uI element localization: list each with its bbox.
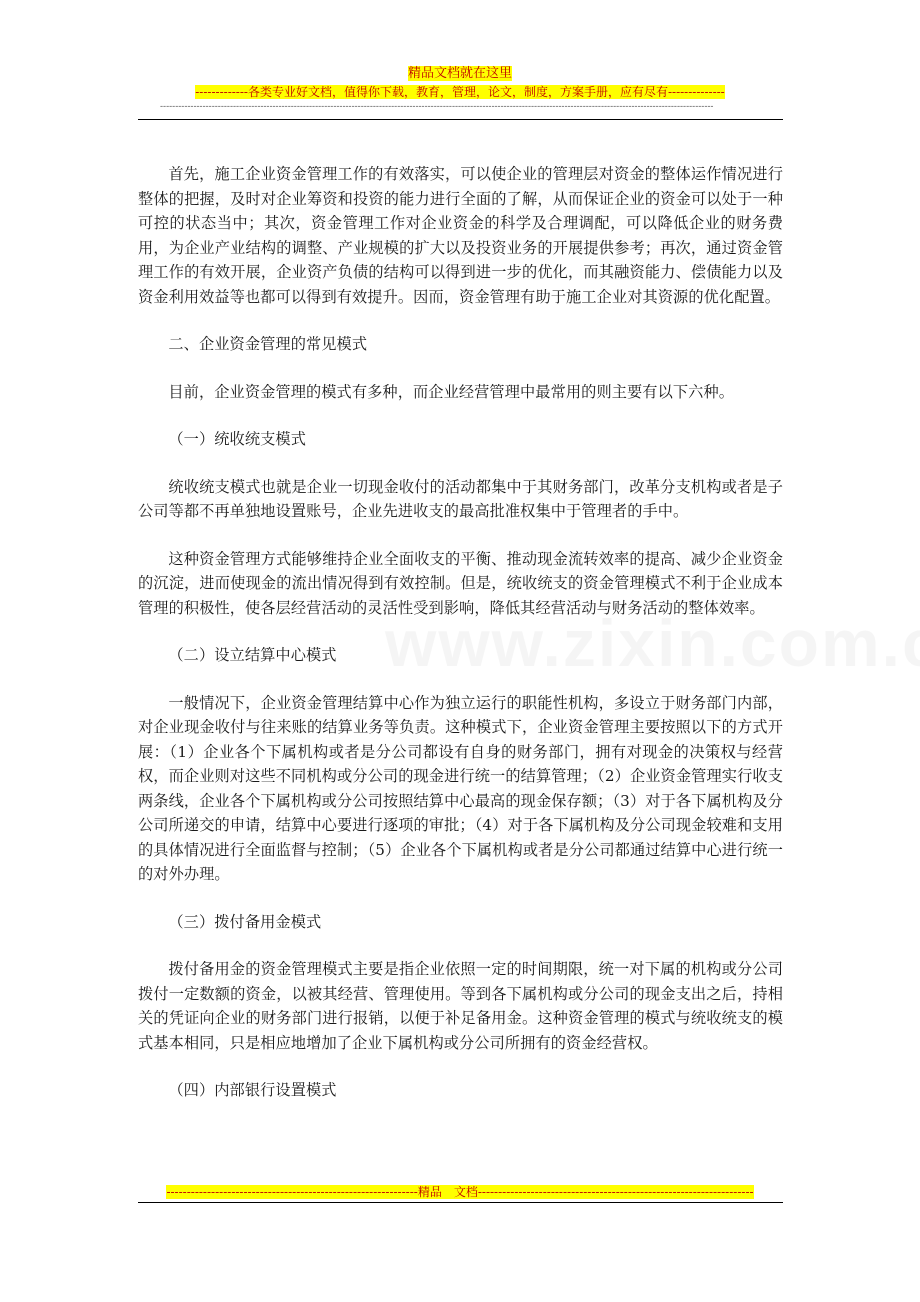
paragraph-intro: 首先，施工企业资金管理工作的有效落实，可以使企业的管理层对资金的整体运作情况进行整体的把握，及时对企业筹资和投资的能力进行全面的了解，从而保证企业的资金可以处于一种可控的状态当中；其次，资金管理工作对企业资金的科学及合理调配，可以降低企业的财务费用，为企业产业结构的调整、产业规模的扩大以及投资业务的开展提供参考；再次，通过资金管理工作的有效开展，企业资产负债的结构可以得到进一步的优化，而其融资能力、偿债能力以及资金利用效益等也都可以得到有效提升。因而，资金管理有助于施工企业对其资源的优化配置。 — [138, 165, 783, 306]
paragraph-unified-evaluation: 这种资金管理方式能够维持企业全面收支的平衡、推动现金流转效率的提高、减少企业资金的沉淀，进而使现金的流出情况得到有效控制。但是，统收统支的资金管理模式不利于企业成本管理的积极性，使各层经营活动的灵活性受到影响，降低其经营活动与财务活动的整体效率。 — [138, 549, 783, 617]
document-body — [138, 162, 783, 1126]
subheading-unified: （一）统收统支模式 — [168, 430, 306, 448]
paragraph-unified-definition: 统收统支模式也就是企业一切现金收付的活动都集中于其财务部门，改革分支机构或者是子公司等都不再单独地设置账号，企业先进收支的最高批准权集中于管理者的手中。 — [138, 477, 783, 520]
subheading-internal-bank: （四）内部银行设置模式 — [168, 1081, 337, 1099]
paragraph-imprest: 拨付备用金的资金管理模式主要是指企业依照一定的时间期限，统一对下属的机构或分公司拨付一定数额的资金，以被其经营、管理使用。等到各下属机构或分公司的现金支出之后，持相关的凭证向企业的财务部门进行报销，以便于补足备用金。这种资金管理的模式与统收统支的模式基本相同，只是相应地增加了企业下属机构或分公司所拥有的资金经营权。 — [138, 960, 783, 1052]
footer-banner — [0, 1184, 920, 1200]
subheading-settlement-center: （二）设立结算中心模式 — [168, 646, 337, 664]
paragraph-modes-overview: 目前，企业资金管理的模式有多种，而企业经营管理中最常用的则主要有以下六种。 — [168, 382, 735, 401]
paragraph-settlement-center: 一般情况下，企业资金管理结算中心作为独立运行的职能性机构，多设立于财务部门内部，对企业现金收付与往来账的结算业务等负责。这种模式下，企业资金管理主要按照以下的方式开展：（1）企业各个下属机构或者是分公司都设有自身的财务部门，拥有对现金的决策权与经营权，而企业则对这些不同机构或分公司的现金进行统一的结算管理；（2）企业资金管理实行收支两条线，企业各个下属机构或分公司按照结算中心最高的现金保存额；（3）对于各下属机构及分公司所递交的申请，结算中心要进行逐项的审批；（4）对于各下属机构及分公司现金较难和支用的具体情况进行全面监督与控制；（5）企业各个下属机构或者是分公司都通过结算中心进行统一的对外办理。 — [138, 693, 783, 883]
header-title-text: 精品文档就在这里 — [407, 66, 512, 81]
header-banner — [0, 84, 920, 100]
header-title — [0, 66, 920, 82]
header-rule — [138, 119, 783, 120]
subheading-imprest: （三）拨付备用金模式 — [168, 912, 322, 931]
header-dashline: -------------------------------------------------------------------------------------------------------------------------------------------------------------------------------------- — [160, 102, 714, 112]
footer-rule — [138, 1202, 783, 1203]
footer-banner-text: --------------------------------------------------------------精品 文档-------------------------------------------------------------------- — [166, 1185, 754, 1199]
section-heading-modes: 二、企业资金管理的常见模式 — [168, 335, 368, 353]
header-banner-text: -------------各类专业好文档，值得你下载，教育，管理，论文，制度，方案手册，应有尽有-------------- — [195, 85, 725, 99]
